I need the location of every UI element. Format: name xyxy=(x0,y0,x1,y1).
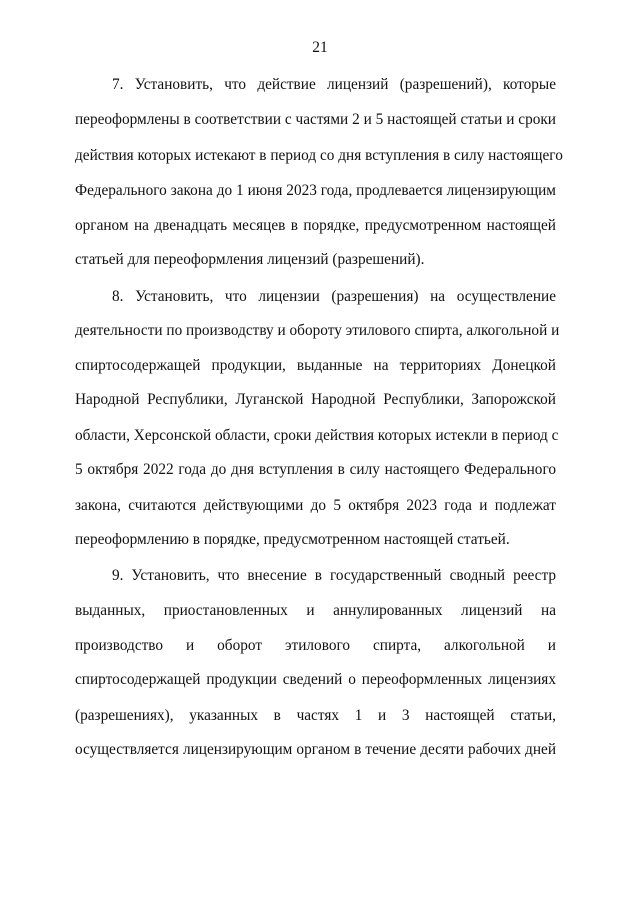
paragraph-7-line-6: статьей для переоформления лицензий (разрешений). xyxy=(75,251,425,268)
paragraph-8-line-3: спиртосодержащей продукции, выданные на территориях Донецкой xyxy=(75,357,556,374)
paragraph-9-line-1: 9. Установить, что внесение в государственный сводный реестр xyxy=(112,567,556,584)
paragraph-8-line-2: деятельности по производству и обороту этилового спирта, алкогольной и xyxy=(75,322,560,339)
paragraph-8-line-4: Народной Республики, Луганской Народной Республики, Запорожской xyxy=(75,391,556,408)
paragraph-9-line-6: осуществляется лицензирующим органом в течение десяти рабочих дней xyxy=(75,741,556,758)
paragraph-8-line-1: 8. Установить, что лицензии (разрешения) на осуществление xyxy=(112,288,556,305)
paragraph-8-line-7: закона, считаются действующими до 5 октября 2023 года и подлежат xyxy=(75,497,556,514)
paragraph-8-line-5: области, Херсонской области, сроки действия которых истекли в период с xyxy=(75,427,559,444)
paragraph-9-line-3: производство и оборот этилового спирта, алкогольной и xyxy=(75,637,556,654)
paragraph-9-line-5: (разрешениях), указанных в частях 1 и 3 настоящей статьи, xyxy=(75,707,556,724)
paragraph-8-line-8: переоформлению в порядке, предусмотренном настоящей статьей. xyxy=(75,531,510,548)
paragraph-9-line-2: выданных, приостановленных и аннулированных лицензий на xyxy=(75,602,556,619)
paragraph-8-line-6: 5 октября 2022 года до дня вступления в силу настоящего Федерального xyxy=(75,461,556,478)
paragraph-7-line-1: 7. Установить, что действие лицензий (разрешений), которые xyxy=(112,76,556,93)
paragraph-7-line-2: переоформлены в соответствии с частями 2 и 5 настоящей статьи и сроки xyxy=(75,111,556,128)
paragraph-7-line-3: действия которых истекают в период со дня вступления в силу настоящего xyxy=(75,147,563,164)
paragraph-7-line-4: Федерального закона до 1 июня 2023 года, продлевается лицензирующим xyxy=(75,182,556,199)
page-number: 21 xyxy=(312,39,328,56)
paragraph-7-line-5: органом на двенадцать месяцев в порядке, предусмотренном настоящей xyxy=(75,217,556,234)
paragraph-9-line-4: спиртосодержащей продукции сведений о переоформленных лицензиях xyxy=(75,671,556,688)
